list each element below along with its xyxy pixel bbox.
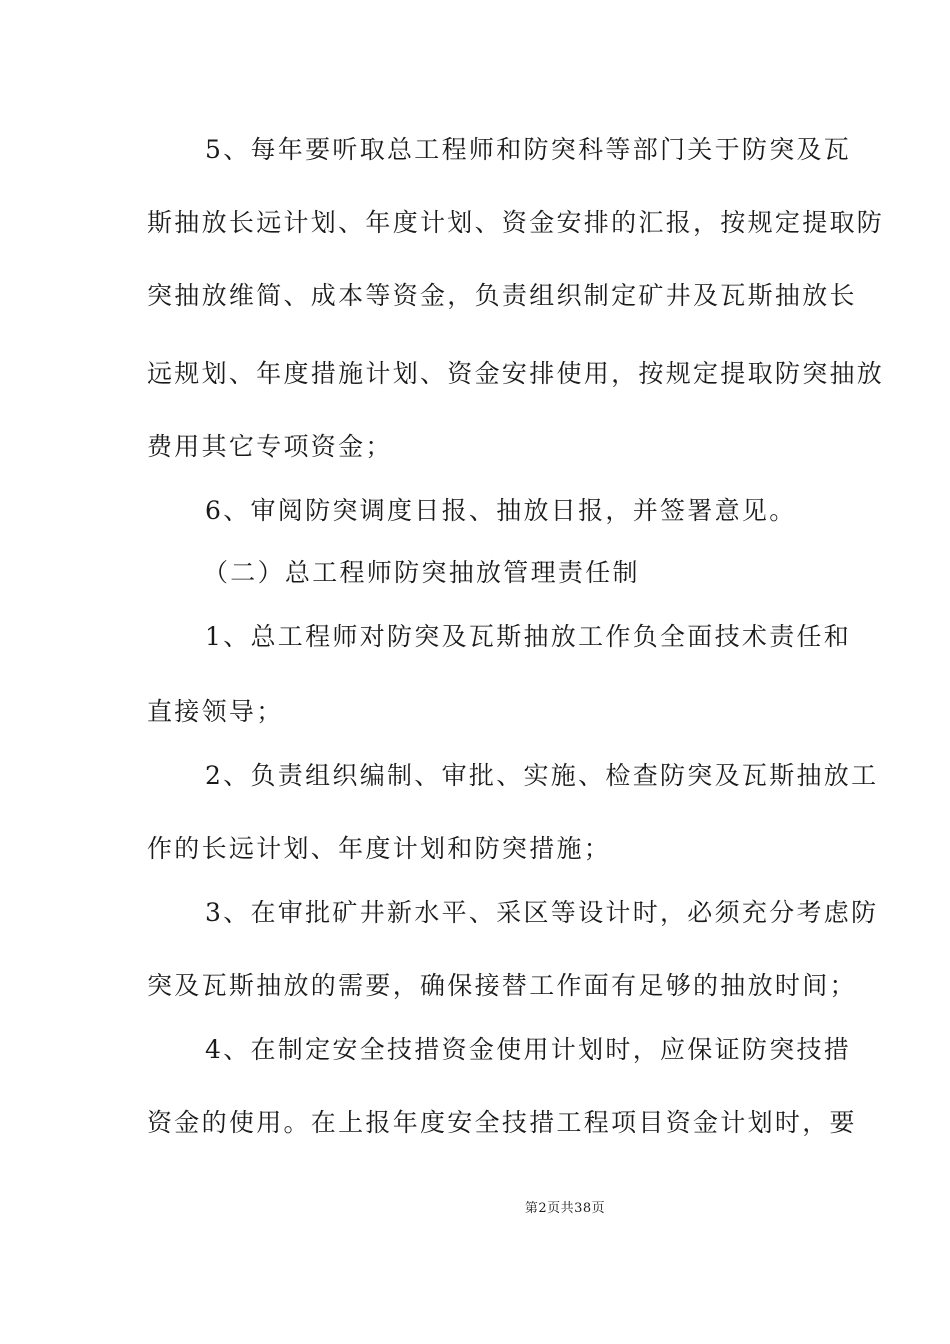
page-number-footer: 第2页共38页 (524, 1201, 606, 1216)
paragraph-6: 6、审阅防突调度日报、抽放日报，并签署意见。 (205, 496, 797, 525)
paragraph-3-line-1: 3、在审批矿井新水平、采区等设计时，必须充分考虑防 (205, 898, 879, 927)
paragraph-5-line-4: 远规划、年度措施计划、资金安排使用，按规定提取防突抽放 (147, 359, 885, 388)
paragraph-2-line-1: 2、负责组织编制、审批、实施、检查防突及瓦斯抽放工 (205, 761, 879, 790)
paragraph-4-line-1: 4、在制定安全技措资金使用计划时，应保证防突技措 (205, 1035, 852, 1064)
section-heading: （二）总工程师防突抽放管理责任制 (203, 558, 640, 587)
paragraph-3-line-2: 突及瓦斯抽放的需要，确保接替工作面有足够的抽放时间； (147, 971, 857, 1000)
paragraph-4-line-2: 资金的使用。在上报年度安全技措工程项目资金计划时，要 (147, 1108, 857, 1137)
paragraph-1-line-1: 1、总工程师对防突及瓦斯抽放工作负全面技术责任和 (205, 622, 852, 651)
paragraph-5-line-3: 突抽放维简、成本等资金，负责组织制定矿井及瓦斯抽放长 (147, 281, 857, 310)
paragraph-5-line-5: 费用其它专项资金； (147, 432, 393, 461)
paragraph-5-line-2: 斯抽放长远计划、年度计划、资金安排的汇报，按规定提取防 (147, 208, 885, 237)
paragraph-5-line-1: 5、每年要听取总工程师和防突科等部门关于防突及瓦 (205, 135, 852, 164)
paragraph-2-line-2: 作的长远计划、年度计划和防突措施； (147, 834, 612, 863)
paragraph-1-line-2: 直接领导； (147, 697, 284, 726)
